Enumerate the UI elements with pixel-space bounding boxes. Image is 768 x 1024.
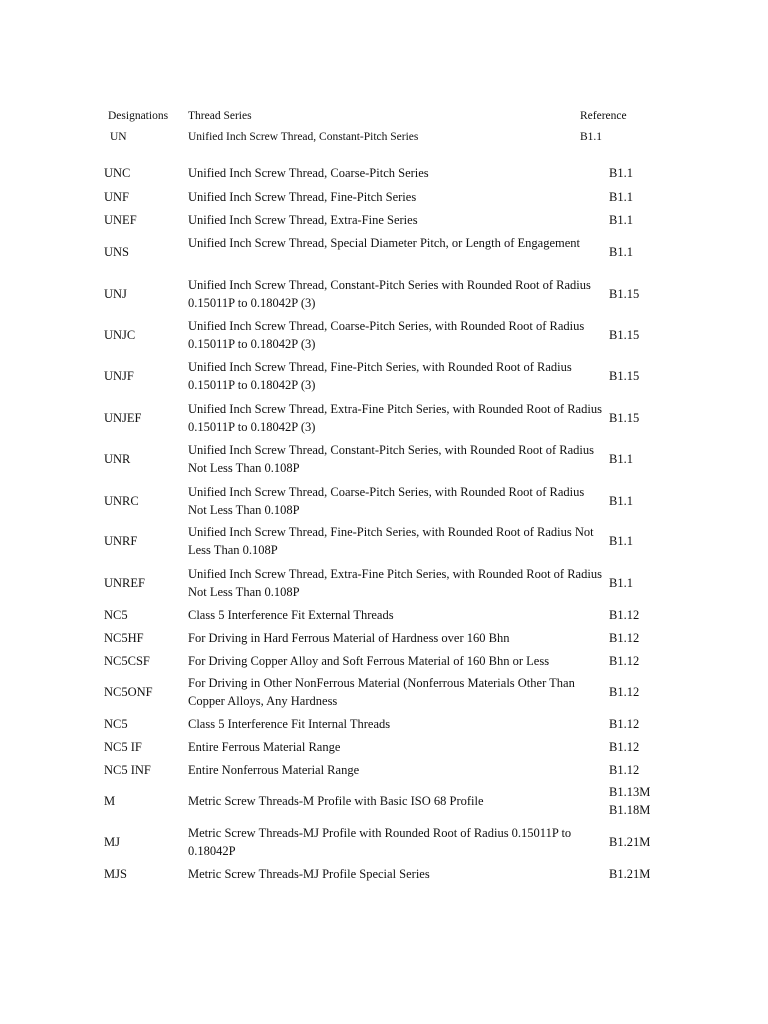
designation-code: UNR — [104, 452, 131, 466]
thread-series-text: Metric Screw Threads-MJ Profile with Rounded Root of Radius 0.15011P to 0.18042P — [188, 826, 572, 858]
thread-series-text: Class 5 Interference Fit External Threads — [188, 608, 394, 622]
designation-code: NC5 IF — [104, 740, 142, 754]
reference-value: B1.1 — [609, 576, 633, 590]
table-row — [0, 400, 768, 436]
reference-cell — [609, 450, 633, 468]
reference-value: B1.1 — [609, 494, 633, 508]
designation-code: NC5HF — [104, 631, 144, 645]
reference-value: B1.1 — [609, 245, 633, 259]
table-row — [0, 441, 768, 477]
reference-value: B1.15 — [609, 369, 640, 383]
reference-value: B1.1 — [609, 534, 633, 548]
thread-series-text: For Driving in Other NonFerrous Material (Nonferrous Materials Other Than Copper Alloys, Any Hardness — [188, 676, 575, 708]
reference-value: B1.12 — [609, 717, 640, 731]
reference-value: B1.18M — [609, 803, 651, 817]
thread-series-text: Unified Inch Screw Thread, Constant-Pitch Series, with Rounded Root of Radius Not Less Than 0.108P — [188, 443, 594, 475]
reference-cell — [609, 715, 639, 733]
table-row — [0, 164, 768, 182]
reference-value: B1.15 — [609, 328, 640, 342]
reference-value: B1.12 — [609, 608, 640, 622]
reference-value: B1.21M — [609, 835, 651, 849]
designation-code: UN — [110, 131, 127, 143]
thread-series-text: Entire Nonferrous Material Range — [188, 763, 360, 777]
thread-series-text: Unified Inch Screw Thread, Fine-Pitch Series, with Rounded Root of Radius 0.15011P to 0.18042P (3) — [188, 360, 572, 392]
table-row — [0, 865, 768, 883]
thread-series-text: Unified Inch Screw Thread, Coarse-Pitch Series, with Rounded Root of Radius 0.15011P to 0.18042P (3) — [188, 319, 585, 351]
table-row — [0, 715, 768, 733]
reference-cell — [609, 164, 633, 182]
reference-cell — [609, 738, 639, 756]
thread-series-text: Unified Inch Screw Thread, Coarse-Pitch Series, with Rounded Root of Radius Not Less Than 0.108P — [188, 485, 585, 517]
reference-cell — [609, 865, 650, 883]
thread-series-text: Class 5 Interference Fit Internal Threads — [188, 717, 391, 731]
reference-cell — [609, 492, 633, 510]
designation-code: UNRF — [104, 534, 138, 548]
designation-code: MJ — [104, 835, 120, 849]
reference-value: B1.12 — [609, 685, 640, 699]
table-row — [0, 483, 768, 519]
table-row — [0, 674, 768, 710]
thread-series-text: Entire Ferrous Material Range — [188, 740, 341, 754]
thread-series-text: Unified Inch Screw Thread, Fine-Pitch Series, with Rounded Root of Radius Not Less Than 0.108P — [188, 525, 594, 557]
designation-code: UNS — [104, 245, 130, 259]
reference-cell — [609, 683, 639, 701]
thread-series-text: Unified Inch Screw Thread, Fine-Pitch Series — [188, 190, 417, 204]
designation-code: NC5ONF — [104, 685, 153, 699]
thread-series-text: Unified Inch Screw Thread, Special Diameter Pitch, or Length of Engagement — [188, 236, 580, 250]
designation-code: UNEF — [104, 213, 137, 227]
table-row — [0, 276, 768, 312]
table-row — [0, 211, 768, 229]
designation-code: UNJ — [104, 287, 127, 301]
reference-cell — [609, 285, 639, 303]
table-row — [0, 629, 768, 647]
reference-value: B1.1 — [609, 166, 633, 180]
reference-value: B1.1 — [609, 213, 633, 227]
designation-code: NC5 — [104, 608, 128, 622]
reference-value: B1.12 — [609, 631, 640, 645]
thread-series-text: Unified Inch Screw Thread, Coarse-Pitch Series — [188, 166, 429, 180]
table-row — [0, 317, 768, 353]
designation-code: UNJF — [104, 369, 134, 383]
designation-code: NC5 — [104, 717, 128, 731]
reference-value: B1.13M — [609, 785, 651, 799]
table-row — [0, 761, 768, 779]
designation-code: UNJC — [104, 328, 136, 342]
reference-value: B1.15 — [609, 287, 640, 301]
reference-cell — [609, 243, 633, 261]
header-thread-series: Thread Series — [188, 110, 252, 122]
reference-value: B1.21M — [609, 867, 651, 881]
table-row — [0, 606, 768, 624]
thread-series-text: Metric Screw Threads-MJ Profile Special Series — [188, 867, 430, 881]
designation-code: MJS — [104, 867, 127, 881]
reference-cell — [609, 833, 650, 851]
reference-cell — [609, 532, 633, 550]
table-row — [0, 565, 768, 601]
reference-cell — [609, 211, 633, 229]
reference-cell — [609, 409, 639, 427]
reference-value: B1.12 — [609, 740, 640, 754]
designation-code: NC5 INF — [104, 763, 151, 777]
thread-series-text: For Driving in Hard Ferrous Material of Hardness over 160 Bhn — [188, 631, 510, 645]
designation-code: M — [104, 794, 116, 808]
reference-cell — [609, 783, 650, 819]
reference-value: B1.1 — [609, 452, 633, 466]
thread-series-text: Metric Screw Threads-M Profile with Basic ISO 68 Profile — [188, 794, 484, 808]
reference-value: B1.15 — [609, 411, 640, 425]
reference-cell — [609, 367, 639, 385]
thread-series-text: Unified Inch Screw Thread, Constant-Pitch Series — [188, 131, 419, 143]
designation-code: UNF — [104, 190, 130, 204]
thread-series-text: Unified Inch Screw Thread, Extra-Fine Pitch Series, with Rounded Root of Radius 0.15011P to 0.18042P (3) — [188, 402, 602, 434]
thread-series-text: Unified Inch Screw Thread, Extra-Fine Pitch Series, with Rounded Root of Radius Not Less Than 0.108P — [188, 567, 602, 599]
reference-value: B1.12 — [609, 654, 640, 668]
designation-code: NC5CSF — [104, 654, 150, 668]
thread-series-text: Unified Inch Screw Thread, Constant-Pitch Series with Rounded Root of Radius 0.15011P to 0.18042P (3) — [188, 278, 591, 310]
reference-cell — [609, 652, 639, 670]
table-row — [0, 188, 768, 206]
reference-cell — [609, 326, 639, 344]
reference-value: B1.12 — [609, 763, 640, 777]
designation-code: UNREF — [104, 576, 145, 590]
reference-cell — [609, 574, 633, 592]
reference-cell — [609, 606, 639, 624]
reference-cell — [609, 629, 639, 647]
designation-code: UNJEF — [104, 411, 142, 425]
reference-value: B1.1 — [580, 131, 603, 143]
reference-cell — [580, 130, 602, 144]
header-reference: Reference — [580, 110, 627, 122]
reference-cell — [609, 188, 633, 206]
table-row — [0, 738, 768, 756]
reference-value: B1.1 — [609, 190, 633, 204]
designation-code: UNRC — [104, 494, 139, 508]
header-designations: Designations — [108, 110, 169, 122]
thread-series-text: For Driving Copper Alloy and Soft Ferrous Material of 160 Bhn or Less — [188, 654, 550, 668]
table-row — [0, 523, 768, 559]
thread-series-text: Unified Inch Screw Thread, Extra-Fine Series — [188, 213, 418, 227]
table-row — [0, 783, 768, 819]
table-row — [0, 130, 768, 144]
table-row — [0, 358, 768, 394]
table-row — [0, 234, 768, 270]
reference-cell — [609, 761, 639, 779]
table-row — [0, 652, 768, 670]
designation-code: UNC — [104, 166, 131, 180]
table-row — [0, 824, 768, 860]
